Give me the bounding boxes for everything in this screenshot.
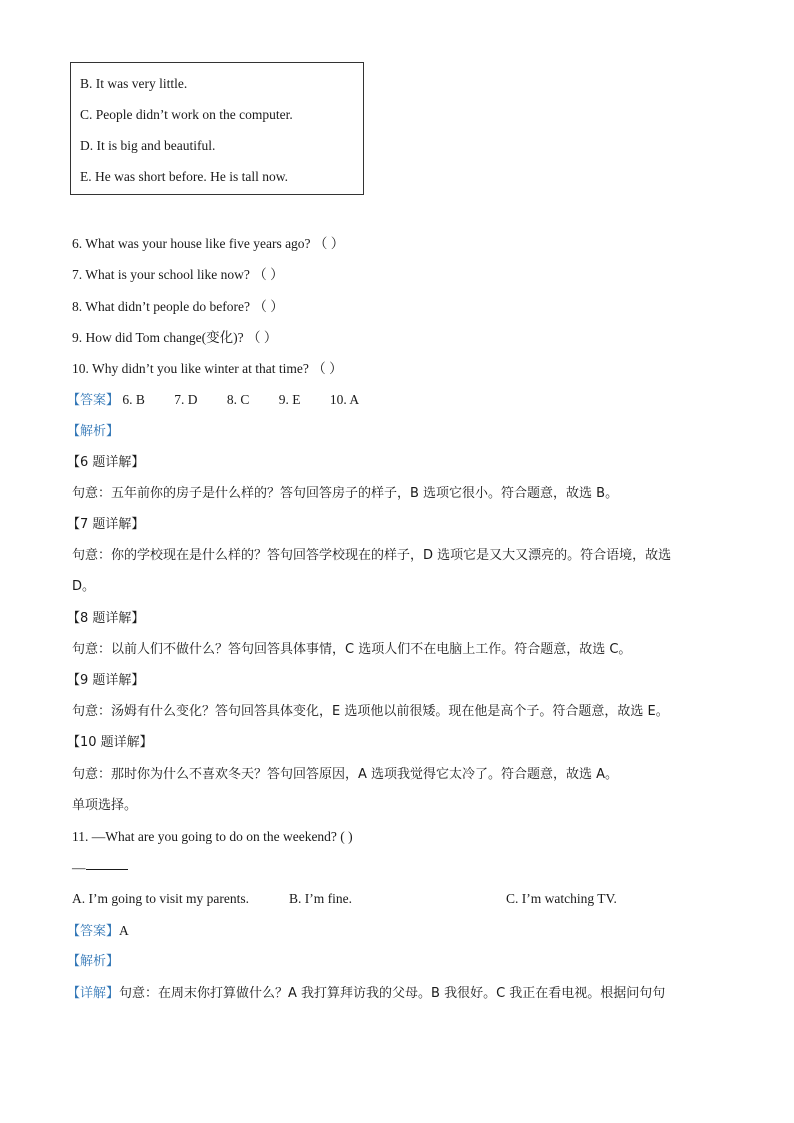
answer-11-tag: 【答案】	[67, 924, 120, 939]
detail-7-heading: 【7 题详解】	[67, 517, 145, 532]
option-b: B. It was very little.	[80, 76, 188, 91]
question-11: 11. —What are you going to do on the weekend? ( )	[72, 829, 353, 844]
analysis-11-tag: 【解析】	[67, 954, 120, 969]
answer-8: 8. C	[226, 392, 250, 407]
option-d: D. It is big and beautiful.	[80, 138, 216, 153]
option-c-11: C. I’m watching TV.	[506, 891, 617, 906]
answer-11-value: A	[119, 923, 129, 938]
option-b-11: B. I’m fine.	[289, 891, 352, 906]
answer-7: 7. D	[174, 392, 198, 407]
detail-6-heading: 【6 题详解】	[67, 455, 145, 470]
detail-11-tag: 【详解】	[67, 986, 120, 1001]
question-9: 9. How did Tom change(变化)? （ ）	[72, 330, 278, 345]
answer-10: 10. A	[329, 392, 360, 407]
reply-dash: —	[72, 860, 86, 875]
detail-9-text: 句意：汤姆有什么变化？答句回答具体变化，E 选项他以前很矮。现在他是高个子。符合题意，故选 E。	[72, 704, 669, 719]
answer-blank	[86, 868, 128, 870]
answer-tag: 【答案】	[67, 393, 120, 408]
question-11-reply	[72, 859, 128, 877]
option-e: E. He was short before. He is tall now.	[80, 169, 288, 184]
answer-9: 9. E	[278, 392, 301, 407]
section-title: 单项选择。	[72, 798, 138, 813]
detail-8-text: 句意：以前人们不做什么？答句回答具体事情，C 选项人们不在电脑上工作。符合题意，故选 C。	[72, 642, 632, 657]
question-10: 10. Why didn’t you like winter at that time? （ ）	[72, 361, 343, 376]
option-a-11: A. I’m going to visit my parents.	[72, 891, 249, 906]
question-6: 6. What was your house like five years ago? （ ）	[72, 236, 345, 251]
detail-7-text: 句意：你的学校现在是什么样的？答句回答学校现在的样子，D 选项它是又大又漂亮的。符合语境，故选	[72, 548, 672, 563]
detail-11-line	[67, 984, 665, 1003]
detail-10-text: 句意：那时你为什么不喜欢冬天？答句回答原因，A 选项我觉得它太冷了。符合题意，故选 A。	[72, 767, 619, 782]
detail-7-text-cont: D。	[72, 579, 96, 594]
options-box	[70, 62, 364, 195]
option-c: C. People didn’t work on the computer.	[80, 107, 293, 122]
answer-6: 6. B	[122, 392, 145, 407]
detail-8-heading: 【8 题详解】	[67, 611, 145, 626]
detail-11-text: 句意：在周末你打算做什么？A 我打算拜访我的父母。B 我很好。C 我正在看电视。根据问句句	[119, 986, 666, 1001]
question-7: 7. What is your school like now? （ ）	[72, 267, 284, 282]
answer-line	[67, 391, 359, 410]
detail-6-text: 句意：五年前你的房子是什么样的？答句回答房子的样子，B 选项它很小。符合题意，故选 B。	[72, 486, 619, 501]
question-8: 8. What didn’t people do before? （ ）	[72, 299, 284, 314]
analysis-tag: 【解析】	[67, 424, 120, 439]
detail-10-heading: 【10 题详解】	[67, 735, 153, 750]
answer-11-line	[67, 922, 129, 941]
detail-9-heading: 【9 题详解】	[67, 673, 145, 688]
